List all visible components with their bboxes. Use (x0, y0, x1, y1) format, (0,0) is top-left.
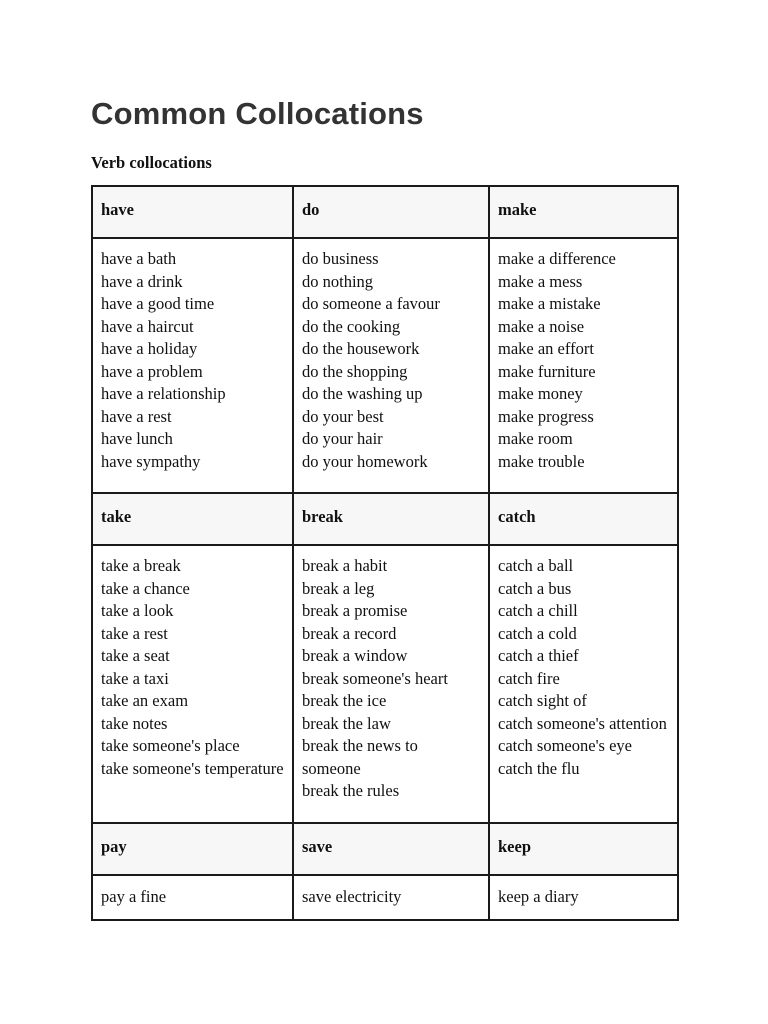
list-item: take someone's temperature (101, 758, 284, 778)
list-item: make room (498, 429, 573, 448)
collocation-list-pay (92, 875, 293, 920)
list-item: make a mistake (498, 294, 601, 313)
list-item: save electricity (302, 887, 402, 906)
section-heading: Verb collocations (91, 153, 212, 172)
list-item: have a problem (101, 361, 203, 381)
list-item: catch a bus (498, 578, 572, 598)
verb-header-have: have (92, 186, 293, 238)
table-row (92, 875, 678, 920)
list-item: do the washing up (302, 384, 423, 403)
list-item: have a bath (101, 249, 177, 268)
list-item: break a record (302, 623, 397, 643)
list-item: catch a chill (498, 601, 578, 620)
list-item: take notes (101, 713, 168, 733)
list-item: catch someone's attention (498, 713, 667, 733)
list-item: take an exam (101, 691, 189, 710)
list-item: break the news to someone (302, 736, 418, 778)
list-item: make a difference (498, 249, 616, 268)
list-item: make money (498, 384, 583, 403)
verb-header-pay: pay (92, 823, 293, 875)
list-item: do the cooking (302, 316, 401, 336)
table-header-row (92, 493, 678, 545)
list-item: break a habit (302, 556, 388, 575)
collocation-list-make (489, 238, 678, 493)
list-item: catch sight of (498, 691, 587, 710)
list-item: take a taxi (101, 668, 169, 688)
table-row (92, 545, 678, 823)
collocation-list-save (293, 875, 489, 920)
list-item: catch the flu (498, 758, 580, 778)
list-item: catch someone's eye (498, 736, 632, 755)
list-item: break a leg (302, 578, 375, 598)
list-item: keep a diary (498, 887, 579, 906)
verb-header-keep: keep (489, 823, 678, 875)
collocation-list-do (293, 238, 489, 493)
collocation-list-keep (489, 875, 678, 920)
list-item: do someone a favour (302, 294, 440, 313)
list-item: break someone's heart (302, 668, 448, 688)
list-item: have sympathy (101, 451, 201, 471)
verb-header-save: save (293, 823, 489, 875)
list-item: break the rules (302, 781, 400, 800)
list-item: make an effort (498, 339, 594, 358)
list-item: have a relationship (101, 384, 226, 403)
list-item: have a rest (101, 406, 172, 426)
list-item: break the law (302, 713, 391, 733)
verb-header-do: do (293, 186, 489, 238)
list-item: catch a cold (498, 623, 577, 643)
page-title: Common Collocations (91, 96, 424, 131)
verb-header-catch: catch (489, 493, 678, 545)
list-item: have a haircut (101, 316, 194, 336)
verb-header-take: take (92, 493, 293, 545)
list-item: break a promise (302, 601, 408, 620)
list-item: do your homework (302, 451, 428, 471)
list-item: break a window (302, 646, 408, 665)
list-item: do nothing (302, 271, 374, 291)
list-item: pay a fine (101, 887, 167, 906)
list-item: do the housework (302, 339, 420, 358)
list-item: make trouble (498, 451, 585, 471)
list-item: take a seat (101, 646, 170, 665)
collocations-table (91, 185, 679, 921)
list-item: do the shopping (302, 361, 408, 381)
list-item: have a good time (101, 294, 215, 313)
list-item: have lunch (101, 429, 173, 448)
list-item: make a mess (498, 271, 583, 291)
list-item: take a chance (101, 578, 190, 598)
list-item: have a drink (101, 271, 183, 291)
list-item: break the ice (302, 691, 387, 710)
list-item: catch fire (498, 668, 560, 688)
verb-header-break: break (293, 493, 489, 545)
list-item: take someone's place (101, 736, 240, 755)
table-header-row (92, 823, 678, 875)
list-item: do your best (302, 406, 384, 426)
list-item: make progress (498, 406, 594, 426)
collocation-list-catch (489, 545, 678, 823)
collocation-list-have (92, 238, 293, 493)
list-item: take a break (101, 556, 181, 575)
verb-header-make: make (489, 186, 678, 238)
list-item: take a look (101, 601, 174, 620)
table-header-row (92, 186, 678, 238)
list-item: make furniture (498, 361, 596, 381)
list-item: take a rest (101, 623, 168, 643)
collocation-list-break (293, 545, 489, 823)
list-item: have a holiday (101, 339, 198, 358)
list-item: do your hair (302, 429, 383, 448)
list-item: do business (302, 249, 379, 268)
table-row (92, 238, 678, 493)
collocation-list-take (92, 545, 293, 823)
list-item: catch a thief (498, 646, 579, 665)
list-item: catch a ball (498, 556, 574, 575)
list-item: make a noise (498, 316, 585, 336)
